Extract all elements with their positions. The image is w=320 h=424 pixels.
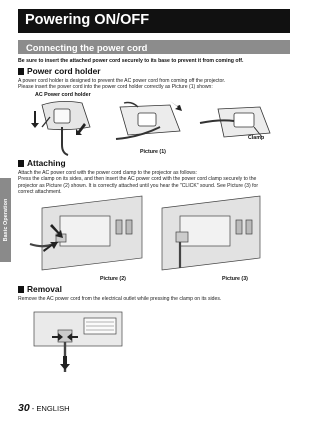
arrow-down-icon (60, 356, 70, 370)
text-line: Attach the AC power cord with the power cord clamp to the projector as follows: (18, 170, 197, 176)
power-cord-holder-heading (18, 66, 101, 76)
text-line: projector as Picture (2) shown. It is correctly attached until you hear the "CLICK" sound. See Picture (3) for (18, 182, 259, 189)
section-bar (18, 40, 290, 54)
picture-2-3-illustration (30, 196, 262, 274)
clamp-label: Clamp (248, 135, 265, 141)
holder-diagram-2 (116, 103, 180, 140)
heading-square-icon (18, 68, 24, 75)
page-title-bar (18, 9, 290, 33)
removal-title: Removal (27, 284, 62, 294)
attaching-text (18, 170, 290, 195)
text-line: Remove the AC power cord from the electrical outlet while pressing the clamp on its sides. (18, 296, 222, 302)
projector-rear-3 (34, 312, 122, 372)
text-line: correct attachment. (18, 188, 62, 195)
power-cord-holder-text (18, 78, 290, 91)
picture-3-caption: Picture (3) (222, 276, 248, 282)
picture-2-caption: Picture (2) (100, 276, 126, 282)
page-footer (18, 402, 70, 414)
heading-square-icon (18, 286, 24, 293)
attaching-heading (18, 158, 66, 168)
text-line: Press the clamp on its sides, and then insert the AC power cord with the power cord clamp securely to the (18, 176, 257, 183)
section-title: Connecting the power cord (26, 41, 148, 53)
picture-1-illustration (20, 97, 290, 157)
text-line: Please insert the power cord into the power cord holder correctly as Picture (1) shown: (18, 84, 213, 91)
page-number: 30 (18, 402, 30, 414)
side-tab-label: Basic Operation (2, 198, 9, 242)
picture-removal-illustration (28, 306, 128, 378)
footer-language: - ENGLISH (31, 404, 70, 413)
power-cord-holder-title: Power cord holder (27, 66, 101, 76)
ac-holder-label: AC Power cord holder (35, 92, 91, 98)
projector-rear-2 (162, 196, 260, 270)
safety-note: Be sure to insert the attached power cord securely to its base to prevent it from coming off. (18, 58, 244, 64)
text-line: A power cord holder is designed to prevent the AC power cord from coming off the projector. (18, 78, 226, 84)
removal-text (18, 296, 290, 302)
side-tab (0, 178, 11, 262)
heading-square-icon (18, 160, 24, 167)
arrow-down-icon (31, 111, 39, 128)
attaching-title: Attaching (27, 158, 66, 168)
picture-1-caption: Picture (1) (140, 149, 166, 155)
page-title: Powering ON/OFF (25, 12, 150, 28)
projector-rear-1 (30, 196, 142, 270)
holder-diagram-3 (200, 107, 270, 137)
removal-heading (18, 284, 62, 294)
